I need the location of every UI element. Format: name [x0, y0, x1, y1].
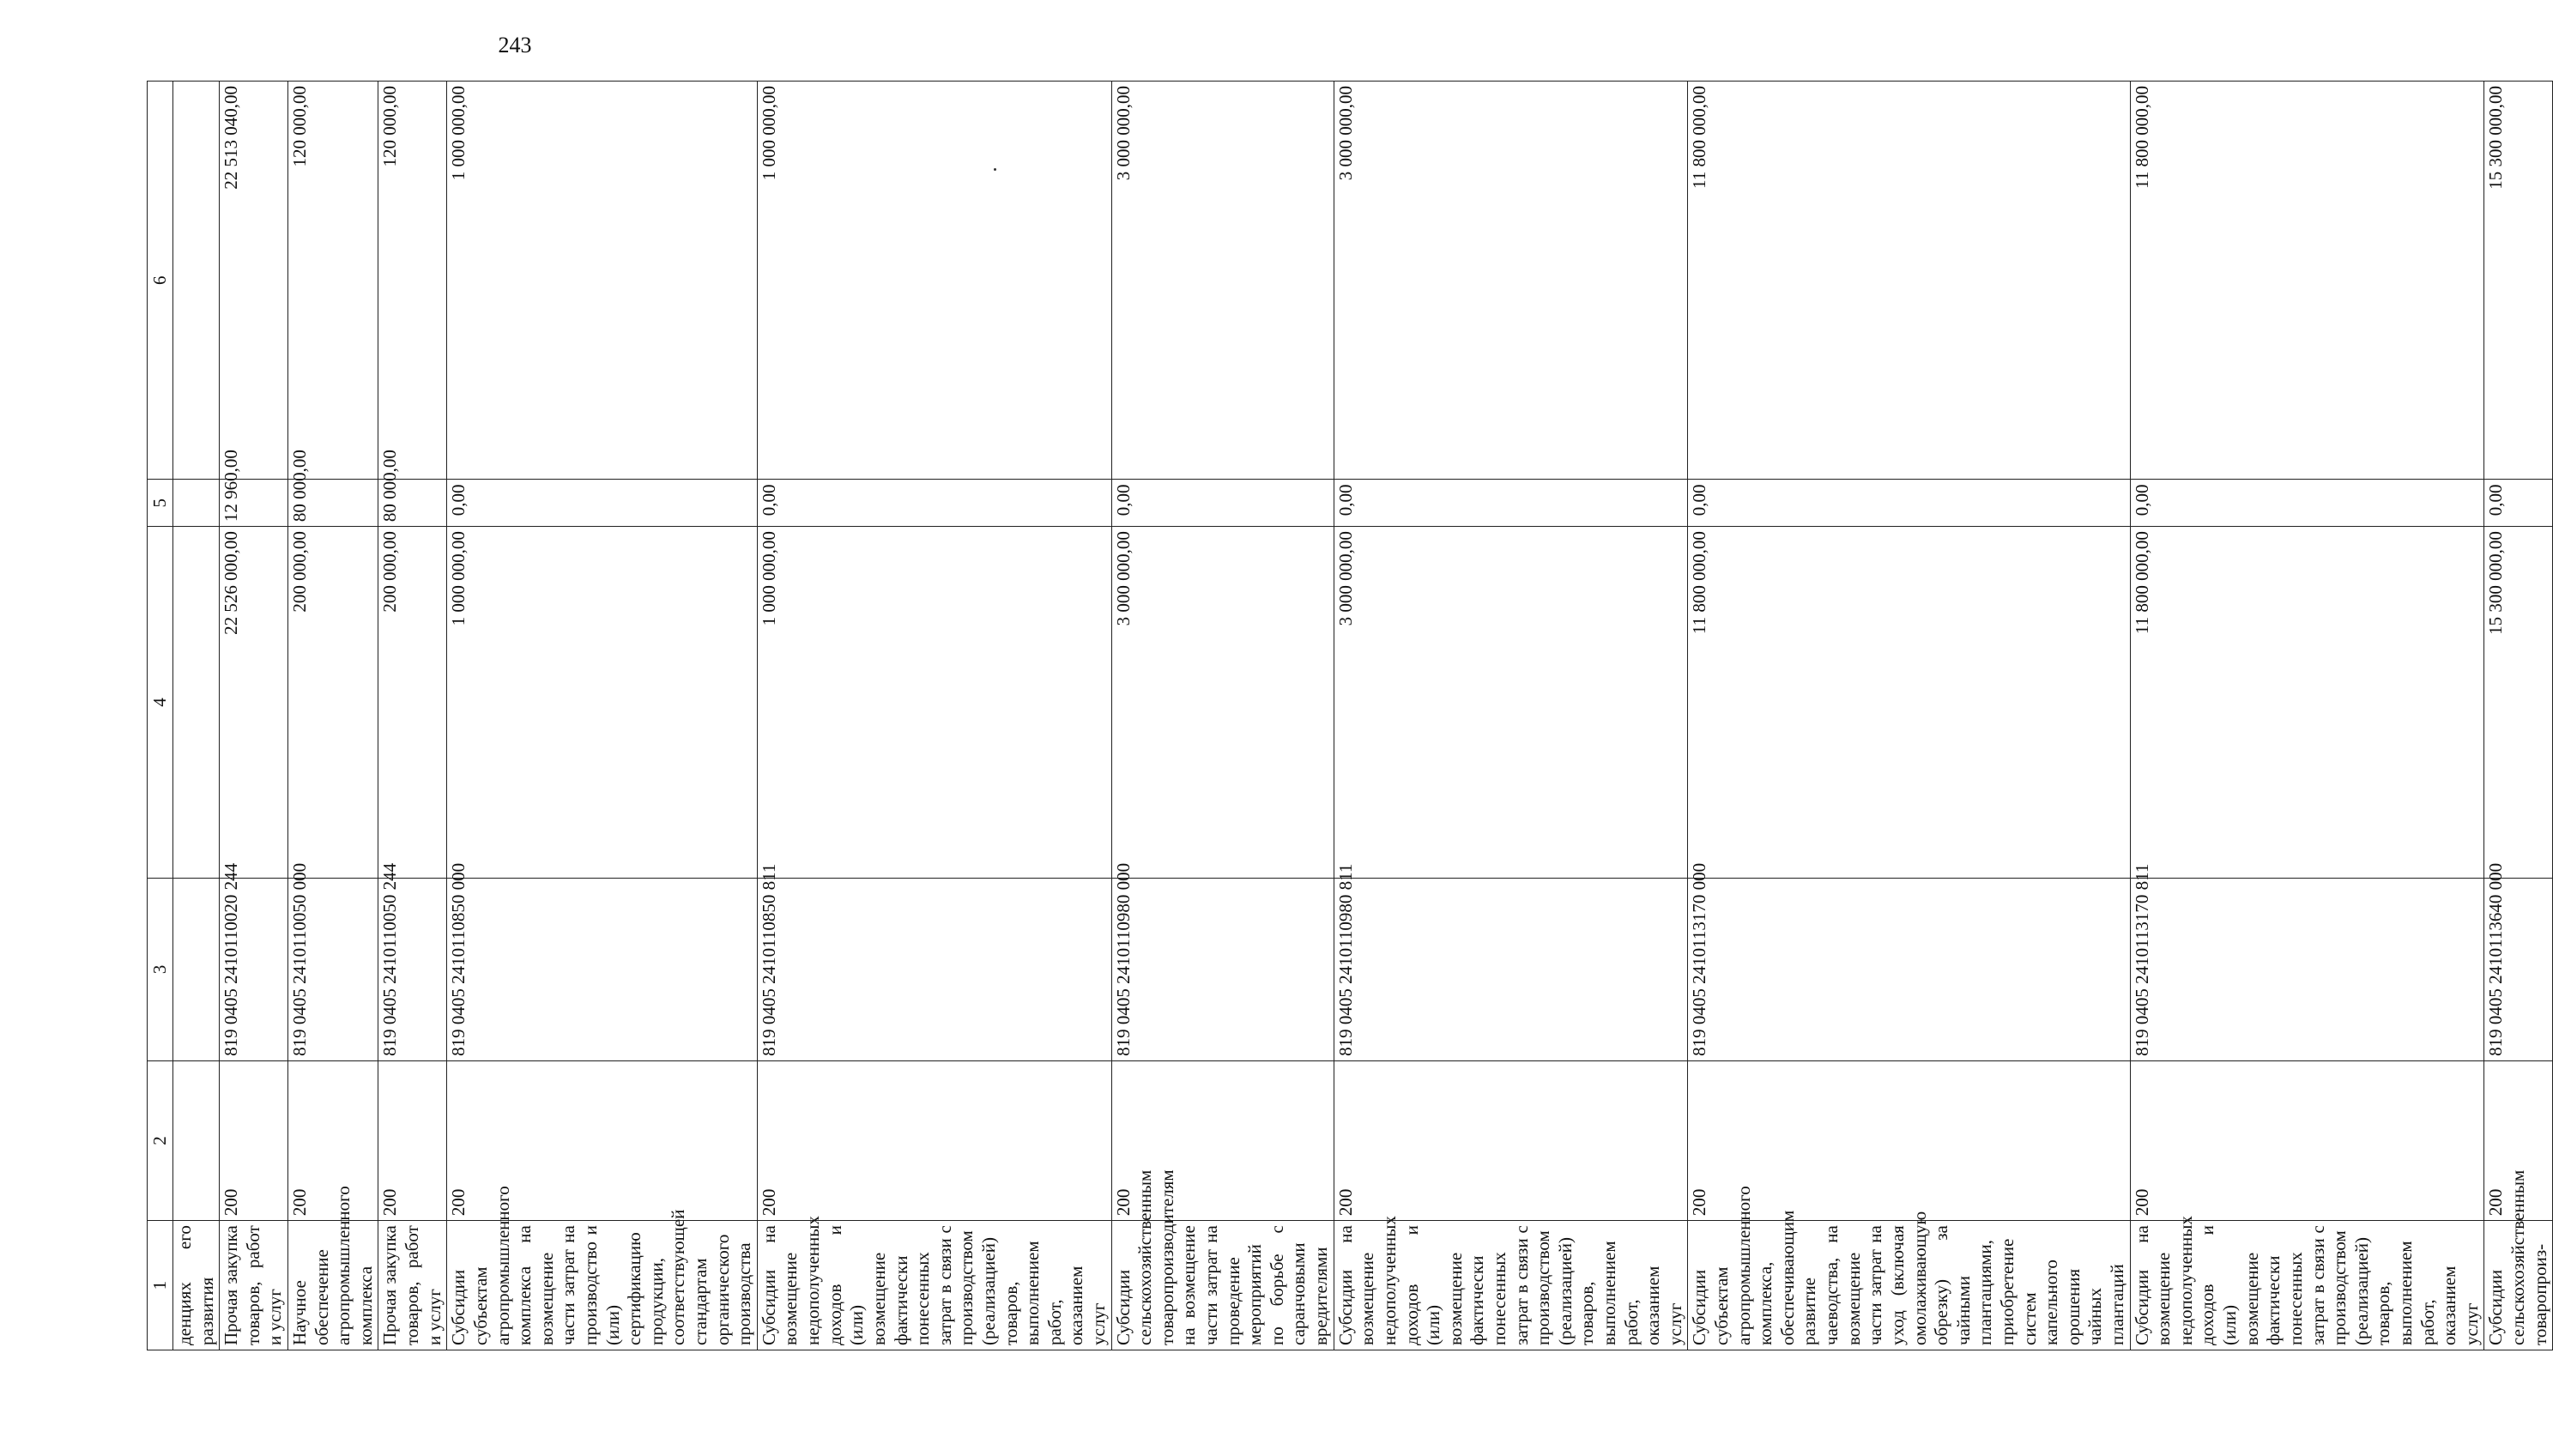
table-row [173, 82, 220, 1350]
row-name-cell: Прочая закупка товаров, работ и услуг [220, 1221, 288, 1350]
row-name-cell: Субсидии на возмещение недополученных доходов и (или) возмещение фактически понесенных затрат в связи с производством (реализацией) товаров, выполнением работ, оказанием услуг [1334, 1221, 1688, 1350]
row-col4-cell: 1 000 000,00 [447, 527, 758, 879]
row-name-cell: Прочая закупка товаров, работ и услуг [378, 1221, 447, 1350]
row-col5-cell: 0,00 [2130, 480, 2484, 527]
budget-table [147, 81, 2553, 1350]
table-row [1688, 82, 2130, 1350]
row-code-cell: 819 0405 2410110850 811 [757, 878, 1111, 1060]
table-row [2484, 82, 2553, 1350]
row-col4-cell: 11 800 000,00 [1688, 527, 2130, 879]
row-code-cell: 819 0405 2410110850 000 [447, 878, 758, 1060]
row-code-cell: 819 0405 2410110020 244 [220, 878, 288, 1060]
row-col6-cell: 3 000 000,00 [1111, 82, 1334, 480]
row-col5-cell: 80 000,00 [288, 480, 378, 527]
table-row [447, 82, 758, 1350]
row-code-cell: 819 0405 2410110050 244 [378, 878, 447, 1060]
row-name-cell: Научное обеспечение агропромышленного комплекса [288, 1221, 378, 1350]
row-code-cell: 819 0405 2410110050 000 [288, 878, 378, 1060]
col-header-5: 5 [148, 480, 173, 527]
table-row [757, 82, 1111, 1350]
row-kvr-cell: 200 [2130, 1060, 2484, 1220]
row-kvr-cell: 200 [447, 1060, 758, 1220]
row-col6-cell: 1 000 000,00 [447, 82, 758, 480]
row-col5-cell: 0,00 [447, 480, 758, 527]
row-col6-cell: 15 300 000,00 [2484, 82, 2553, 480]
col-header-6: 6 [148, 82, 173, 480]
row-col5-cell: 0,00 [1111, 480, 1334, 527]
row-col6-cell: 11 800 000,00 [2130, 82, 2484, 480]
row-name-cell: Субсидии субъектам агропромышленного комплекса на возмещение части затрат на производство и (или) сертификацию продукции, соответствующей стандартам органического производства [447, 1221, 758, 1350]
table-row [1111, 82, 1334, 1350]
row-name-cell: Субсидии субъектам агропромышленного комплекса, обеспечивающим развитие чаеводства, на возмещение части затрат на уход (включая омолаживающую обрезку) за чайными плантациями, приобретение систем капельного орошения чайных плантаций [1688, 1221, 2130, 1350]
row-code-cell: 819 0405 2410113170 000 [1688, 878, 2130, 1060]
row-col6-cell: 120 000,00 [378, 82, 447, 480]
row-col4-cell: 3 000 000,00 [1111, 527, 1334, 879]
budget-table-rotated [147, 81, 2550, 1350]
row-col5-cell: 0,00 [1688, 480, 2130, 527]
row-col4-cell: 200 000,00 [288, 527, 378, 879]
row-name-cell: Субсидии сельскохозяйственным товаропроиз- [2484, 1221, 2553, 1350]
row-kvr-cell: 200 [378, 1060, 447, 1220]
row-kvr-cell: 200 [2484, 1060, 2553, 1220]
col-header-1: 1 [148, 1221, 173, 1350]
row-col5-cell: 0,00 [757, 480, 1111, 527]
row-kvr-cell: 200 [1688, 1060, 2130, 1220]
row-col5-cell [173, 480, 220, 527]
page-number: 243 [498, 33, 532, 57]
row-code-cell: 819 0405 2410113170 811 [2130, 878, 2484, 1060]
row-kvr-cell [173, 1060, 220, 1220]
row-col6-cell: 1 000 000,00 [757, 82, 1111, 480]
row-col5-cell: 12 960,00 [220, 480, 288, 527]
table-row [2130, 82, 2484, 1350]
table-row [378, 82, 447, 1350]
row-col4-cell [173, 527, 220, 879]
row-code-cell: 819 0405 2410110980 811 [1334, 878, 1688, 1060]
row-col5-cell: 80 000,00 [378, 480, 447, 527]
row-col5-cell: 0,00 [1334, 480, 1688, 527]
row-kvr-cell: 200 [220, 1060, 288, 1220]
row-col4-cell: 200 000,00 [378, 527, 447, 879]
header-row [148, 82, 173, 1350]
row-col6-cell: 3 000 000,00 [1334, 82, 1688, 480]
row-code-cell [173, 878, 220, 1060]
table-row [220, 82, 288, 1350]
row-col4-cell: 1 000 000,00 [757, 527, 1111, 879]
row-name-cell: Субсидии на возмещение недополученных доходов и (или) возмещение фактически понесенных затрат в связи с производством (реализацией) товаров, выполнением работ, оказанием услуг [2130, 1221, 2484, 1350]
row-code-cell: 819 0405 2410113640 000 [2484, 878, 2553, 1060]
row-col4-cell: 22 526 000,00 [220, 527, 288, 879]
row-code-cell: 819 0405 2410110980 000 [1111, 878, 1334, 1060]
row-kvr-cell: 200 [757, 1060, 1111, 1220]
row-col6-cell: 11 800 000,00 [1688, 82, 2130, 480]
row-col4-cell: 15 300 000,00 [2484, 527, 2553, 879]
row-kvr-cell: 200 [1334, 1060, 1688, 1220]
row-name-cell: денциях его развития [173, 1221, 220, 1350]
row-col6-cell: 22 513 040,00 [220, 82, 288, 480]
row-col4-cell: 11 800 000,00 [2130, 527, 2484, 879]
scan-speck [994, 168, 996, 171]
row-name-cell: Субсидии сельскохозяйственным товаропроизводителям на возмещение части затрат на проведение мероприятий по борьбе с саранчовыми вредителями [1111, 1221, 1334, 1350]
table-row [1334, 82, 1688, 1350]
table-row [288, 82, 378, 1350]
row-name-cell: Субсидии на возмещение недополученных доходов и (или) возмещение фактически понесенных затрат в связи с производством (реализацией) товаров, выполнением работ, оказанием услуг [757, 1221, 1111, 1350]
row-col6-cell [173, 82, 220, 480]
row-col6-cell: 120 000,00 [288, 82, 378, 480]
col-header-4: 4 [148, 527, 173, 879]
row-kvr-cell: 200 [1111, 1060, 1334, 1220]
row-col4-cell: 3 000 000,00 [1334, 527, 1688, 879]
col-header-2: 2 [148, 1060, 173, 1220]
col-header-3: 3 [148, 878, 173, 1060]
row-col5-cell: 0,00 [2484, 480, 2553, 527]
row-kvr-cell: 200 [288, 1060, 378, 1220]
